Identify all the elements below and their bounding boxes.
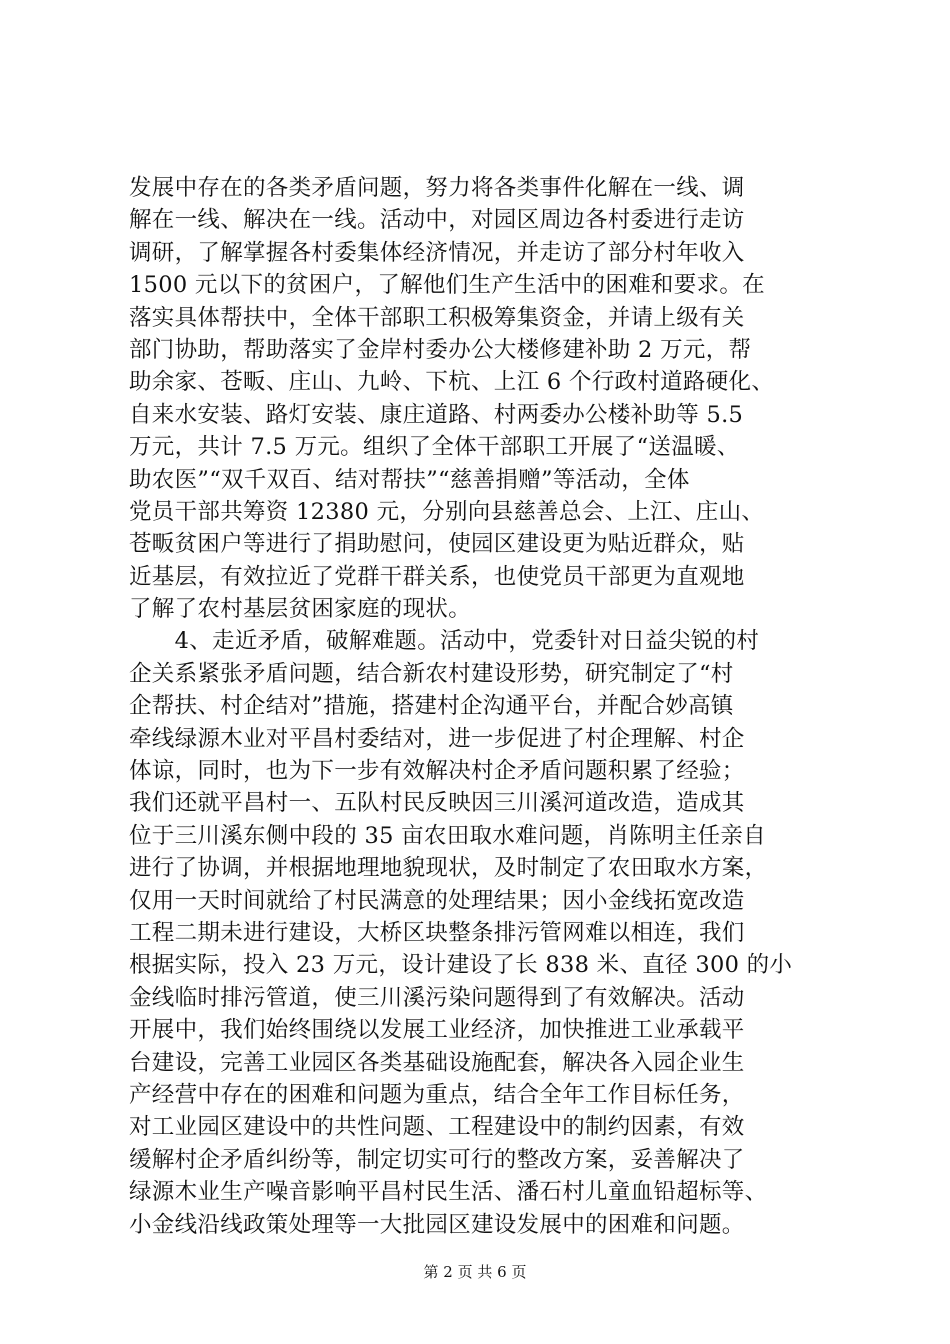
text-line: 小金线沿线政策处理等一大批园区建设发展中的困难和问题。 (129, 1211, 745, 1238)
text-line: 产经营中存在的困难和问题为重点，结合全年工作目标任务， (129, 1081, 745, 1108)
text-line: 金线临时排污管道，使三川溪污染问题得到了有效解决。活动 (129, 984, 745, 1011)
text-line: 助余家、苍畈、庄山、九岭、下杭、上江 6 个行政村道路硬化、 (129, 369, 775, 396)
text-line: 进行了协调，并根据地理地貌现状，及时制定了农田取水方案， (129, 855, 768, 882)
text-line: 自来水安装、路灯安装、康庄道路、村两委办公楼补助等 5.5 (129, 401, 744, 428)
text-line: 苍畈贫困户等进行了捐助慰问，使园区建设更为贴近群众，贴 (129, 531, 745, 558)
body-text (129, 172, 829, 1241)
text-line: 对工业园区建设中的共性问题、工程建设中的制约因素，有效 (129, 1114, 745, 1141)
text-line: 近基层，有效拉近了党群干群关系，也使党员干部更为直观地 (129, 563, 745, 590)
text-line: 发展中存在的各类矛盾问题，努力将各类事件化解在一线、调 (129, 175, 745, 201)
text-line: 绿源木业生产噪音影响平昌村民生活、潘石村儿童血铅超标等、 (129, 1179, 768, 1206)
text-line: 开展中，我们始终围绕以发展工业经济，加快推进工业承载平 (129, 1017, 745, 1044)
text-line: 根据实际，投入 23 万元，设计建设了长 838 米、直径 300 的小 (129, 952, 793, 979)
text-line: 台建设，完善工业园区各类基础设施配套，解决各入园企业生 (129, 1049, 745, 1076)
text-line: 体谅，同时，也为下一步有效解决村企矛盾问题积累了经验； (129, 758, 745, 785)
text-line: 我们还就平昌村一、五队村民反映因三川溪河道改造，造成其 (129, 790, 745, 817)
text-line: 工程二期未进行建设，大桥区块整条排污管网难以相连，我们 (129, 919, 745, 946)
text-line: 部门协助，帮助落实了金岸村委办公大楼修建补助 2 万元，帮 (129, 336, 752, 363)
text-line: 助农医”“双千双百、结对帮扶”“慈善捐赠”等活动，全体 (129, 466, 690, 493)
text-line: 仅用一天时间就给了村民满意的处理结果；因小金线拓宽改造 (129, 887, 745, 914)
text-line: 4、走近矛盾，破解难题。活动中，党委针对日益尖锐的村 (129, 628, 760, 655)
text-line: 党员干部共筹资 12380 元，分别向县慈善总会、上江、庄山、 (129, 498, 765, 525)
text-line: 1500 元以下的贫困户，了解他们生产生活中的困难和要求。在 (129, 272, 765, 299)
text-line: 万元，共计 7.5 万元。组织了全体干部职工开展了“送温暖、 (129, 434, 740, 461)
text-line: 缓解村企矛盾纠纷等，制定切实可行的整改方案，妥善解决了 (129, 1146, 745, 1173)
page-number-footer: 第 2 页 共 6 页 (423, 1263, 527, 1281)
text-line: 解在一线、解决在一线。活动中，对园区周边各村委进行走访 (129, 207, 745, 234)
text-line: 位于三川溪东侧中段的 35 亩农田取水难问题，肖陈明主任亲自 (129, 822, 766, 849)
text-line: 牵线绿源木业对平昌村委结对，进一步促进了村企理解、村企 (129, 725, 745, 752)
text-line: 企关系紧张矛盾问题，结合新农村建设形势，研究制定了“村 (129, 660, 734, 687)
text-line: 落实具体帮扶中，全体干部职工积极筹集资金，并请上级有关 (129, 304, 745, 331)
text-line: 企帮扶、村企结对”措施，搭建村企沟通平台，并配合妙高镇 (129, 693, 734, 720)
text-line: 调研，了解掌握各村委集体经济情况，并走访了部分村年收入 (129, 239, 745, 266)
text-line: 了解了农村基层贫困家庭的现状。 (129, 596, 472, 623)
